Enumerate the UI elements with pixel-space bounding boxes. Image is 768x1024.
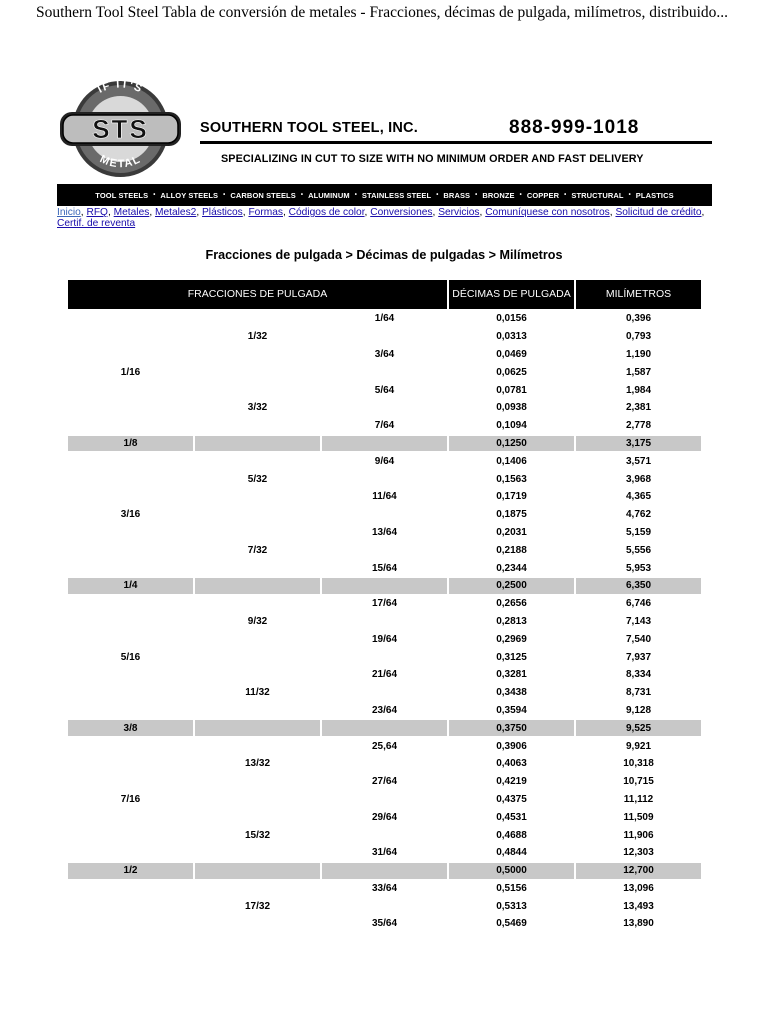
decimal-cell: 0,2031 [496,526,527,538]
table-row [68,649,701,665]
table-row [68,631,701,647]
fraction-64ths-cell [322,649,447,665]
fraction-32nds-cell [195,347,320,363]
fraction-16ths-cell: 1/2 [68,863,193,879]
fraction-64ths-cell: 5/64 [374,384,395,396]
category-link[interactable]: STAINLESS STEEL [361,190,432,200]
fraction-64ths-cell: 1/64 [374,313,395,325]
mm-cell: 7,937 [625,651,652,663]
decimal-cell: 0,0938 [496,402,527,414]
table-row [68,596,701,612]
fraction-32nds-cell [195,382,320,398]
mm-cell: 7,540 [625,633,652,645]
fraction-64ths-cell [322,329,447,345]
fraction-64ths-cell: 29/64 [371,811,398,823]
decimal-cell: 0,0313 [496,331,527,343]
category-separator: • [300,192,304,198]
mm-cell: 1,190 [625,348,652,360]
category-separator: • [354,192,357,198]
fraction-16ths-cell [68,347,193,363]
table-row [68,703,701,719]
category-link[interactable]: ALUMINUM [308,190,350,200]
fraction-32nds-cell [195,774,320,790]
table-row [68,382,701,398]
mm-cell: 9,525 [576,720,701,736]
fraction-64ths-cell [322,720,447,736]
mm-cell: 13,096 [623,882,654,894]
fraction-16ths-cell [68,881,193,897]
mm-cell: 7,143 [625,615,652,627]
fraction-64ths-cell [322,756,447,772]
category-separator: • [223,192,226,198]
decimal-cell: 0,3750 [449,720,574,736]
mm-cell: 5,953 [625,562,652,574]
decimal-cell: 0,3906 [496,740,527,752]
decimal-cell: 0,4219 [496,776,527,788]
table-header-row [68,280,701,309]
table-row [68,311,701,327]
fraction-16ths-cell [68,827,193,843]
mm-cell: 11,509 [623,811,654,823]
fraction-16ths-cell: 7/16 [120,793,141,805]
fraction-64ths-cell [322,578,447,594]
category-link[interactable]: COPPER [526,190,560,200]
mm-cell: 1,587 [625,366,652,378]
category-separator: • [564,192,567,198]
table-row [68,845,701,861]
mm-cell: 5,556 [625,544,652,556]
category-bar [57,184,712,206]
fraction-32nds-cell [195,418,320,434]
mm-cell: 13,890 [623,918,654,930]
fraction-16ths-cell [68,809,193,825]
mm-cell: 0,793 [625,331,652,343]
header-fractions: FRACCIONES DE PULGADA [68,280,447,309]
fraction-32nds-cell [195,845,320,861]
table-row [68,329,701,345]
fraction-64ths-cell: 31/64 [371,847,398,859]
fraction-32nds-cell [195,649,320,665]
table-row [68,916,701,932]
table-row [68,542,701,558]
fraction-64ths-cell [322,792,447,808]
table-row [68,418,701,434]
decimal-cell: 0,0469 [496,348,527,360]
category-link[interactable]: BRONZE [482,190,515,200]
decimal-cell: 0,1719 [496,491,527,503]
mm-cell: 10,318 [623,758,654,770]
mm-cell: 3,175 [576,436,701,452]
mm-cell: 8,731 [625,687,652,699]
fraction-16ths-cell [68,382,193,398]
decimal-cell: 0,2344 [496,562,527,574]
fraction-64ths-cell [322,614,447,630]
fraction-16ths-cell [68,703,193,719]
fraction-32nds-cell: 11/32 [245,687,270,699]
nav-link[interactable]: Metales [113,207,150,218]
fraction-32nds-cell [195,863,320,879]
decimal-cell: 0,1250 [449,436,574,452]
decimal-cell: 0,3281 [496,669,527,681]
nav-link[interactable]: Formas [248,207,283,218]
table-row [68,400,701,416]
table-row [68,507,701,523]
fraction-32nds-cell [195,364,320,380]
header-decimals: DÉCIMAS DE PULGADA [449,280,574,309]
mm-cell: 6,350 [576,578,701,594]
fraction-32nds-cell [195,631,320,647]
mm-cell: 13,493 [623,900,654,912]
fraction-16ths-cell: 3/16 [120,509,141,521]
decimal-cell: 0,0625 [496,366,527,378]
fraction-64ths-cell: 3/64 [374,348,395,360]
fraction-64ths-cell: 35/64 [371,918,398,930]
category-link[interactable]: CARBON STEELS [230,190,296,200]
table-row [68,560,701,576]
table-row [68,792,701,808]
table-row [68,525,701,541]
fraction-32nds-cell [195,667,320,683]
category-link[interactable]: BRASS [443,190,471,200]
fraction-32nds-cell [195,507,320,523]
category-separator: • [519,192,522,198]
table-row [68,898,701,914]
fraction-16ths-cell [68,614,193,630]
fraction-32nds-cell [195,738,320,754]
fraction-64ths-cell [322,436,447,452]
fraction-64ths-cell: 9/64 [374,455,395,467]
nav-link[interactable]: Comuníquese con nosotros [485,207,610,218]
decimal-cell: 0,5313 [496,900,527,912]
decimal-cell: 0,2188 [496,544,527,556]
decimal-cell: 0,2656 [496,598,527,610]
fraction-16ths-cell [68,542,193,558]
fraction-32nds-cell [195,525,320,541]
fraction-32nds-cell [195,560,320,576]
fraction-32nds-cell [195,792,320,808]
fraction-16ths-cell [68,685,193,701]
decimal-cell: 0,0156 [496,313,527,325]
fraction-16ths-cell [68,756,193,772]
decimal-cell: 0,1094 [496,420,527,432]
fraction-64ths-cell: 7/64 [374,420,395,432]
fraction-64ths-cell: 15/64 [371,562,398,574]
table-row [68,881,701,897]
category-separator: • [628,192,631,198]
fraction-32nds-cell: 1/32 [247,331,268,343]
table-row [68,774,701,790]
decimal-cell: 0,2500 [449,578,574,594]
fraction-16ths-cell [68,489,193,505]
header-millimeters: MILÍMETROS [576,280,701,309]
fraction-32nds-cell: 5/32 [247,473,268,485]
conversion-table [66,278,703,934]
mm-cell: 6,746 [625,598,652,610]
fraction-64ths-cell [322,471,447,487]
fraction-32nds-cell [195,578,320,594]
fraction-32nds-cell: 13/32 [244,758,271,770]
table-row [68,364,701,380]
fraction-32nds-cell [195,881,320,897]
decimal-cell: 0,1563 [496,473,527,485]
mm-cell: 8,334 [625,669,652,681]
mm-cell: 11,906 [623,829,654,841]
nav-link[interactable]: Solicitud de crédito [615,207,702,218]
decimal-cell: 0,4844 [496,847,527,859]
page-heading: Fracciones de pulgada > Décimas de pulgadas > Milímetros [205,248,563,262]
nav-link[interactable]: Inicio [57,207,81,218]
fraction-16ths-cell [68,418,193,434]
decimal-cell: 0,5000 [449,863,574,879]
category-link[interactable]: ALLOY STEELS [160,190,219,200]
fraction-16ths-cell [68,774,193,790]
phone-number: 888-999-1018 [509,117,640,138]
fraction-16ths-cell: 3/8 [68,720,193,736]
sts-logo [58,78,183,180]
decimal-cell: 0,4531 [496,811,527,823]
nav-link[interactable]: Conversiones [370,207,433,218]
table-row [68,489,701,505]
nav-link[interactable]: Códigos de color [288,207,365,218]
category-separator: • [436,192,439,198]
decimal-cell: 0,3125 [496,651,527,663]
table-row [68,436,701,452]
mm-cell: 11,112 [623,793,654,805]
document-title: Southern Tool Steel Tabla de conversión de metales - Fracciones, décimas de pulgada, milímetros, distribuido... [36,4,729,21]
category-separator: • [475,192,478,198]
mm-cell: 10,715 [623,776,654,788]
fraction-16ths-cell: 1/16 [120,366,141,378]
fraction-64ths-cell: 23/64 [371,704,398,716]
fraction-32nds-cell [195,596,320,612]
category-link[interactable]: STRUCTURAL [571,190,624,200]
table-row [68,738,701,754]
company-header [200,117,712,138]
logo-bottom-text: METAL [97,153,144,171]
decimal-cell: 0,2969 [496,633,527,645]
table-row [68,756,701,772]
table-row [68,453,701,469]
mm-cell: 1,984 [625,384,652,396]
mm-cell: 2,778 [625,420,652,432]
logo-main-text: STS [92,114,149,144]
fraction-16ths-cell [68,916,193,932]
table-row [68,863,701,879]
fraction-16ths-cell [68,525,193,541]
table-row [68,685,701,701]
table-row [68,809,701,825]
decimal-cell: 0,4375 [496,793,527,805]
table-row [68,347,701,363]
nav-link[interactable]: RFQ [86,207,108,218]
mm-cell: 9,921 [625,740,652,752]
mm-cell: 9,128 [625,704,652,716]
fraction-64ths-cell [322,898,447,914]
nav-link[interactable]: Servicios [438,207,480,218]
fraction-32nds-cell [195,916,320,932]
nav-link[interactable]: Metales2 [155,207,197,218]
fraction-32nds-cell: 9/32 [247,615,268,627]
fraction-64ths-cell [322,364,447,380]
table-row [68,720,701,736]
nav-link[interactable]: Plásticos [202,207,243,218]
nav-link[interactable]: Certif. de reventa [57,218,136,229]
table-row [68,614,701,630]
mm-cell: 3,571 [625,455,652,467]
fraction-16ths-cell [68,738,193,754]
mm-cell: 4,762 [625,509,652,521]
table-row [68,471,701,487]
logo-top-text: IF IT'S [95,78,145,96]
mm-cell: 12,303 [623,847,654,859]
fraction-16ths-cell [68,845,193,861]
fraction-16ths-cell: 5/16 [120,651,141,663]
decimal-cell: 0,2813 [496,615,527,627]
fraction-32nds-cell [195,311,320,327]
table-row [68,827,701,843]
mm-cell: 2,381 [625,402,652,414]
fraction-16ths-cell [68,596,193,612]
category-separator: • [153,192,156,198]
company-name: SOUTHERN TOOL STEEL, INC. [200,120,418,136]
table-row [68,667,701,683]
fraction-32nds-cell [195,489,320,505]
header-rule [200,141,712,144]
decimal-cell: 0,5156 [496,882,527,894]
mm-cell: 0,396 [625,313,652,325]
decimal-cell: 0,4688 [496,829,527,841]
fraction-32nds-cell: 15/32 [244,829,271,841]
decimal-cell: 0,1875 [496,509,527,521]
fraction-16ths-cell: 1/8 [68,436,193,452]
fraction-16ths-cell [68,311,193,327]
fraction-64ths-cell [322,863,447,879]
fraction-32nds-cell [195,436,320,452]
fraction-32nds-cell: 7/32 [247,544,268,556]
category-link[interactable]: PLASTICS [635,190,674,200]
decimal-cell: 0,0781 [496,384,527,396]
fraction-16ths-cell: 1/4 [68,578,193,594]
fraction-64ths-cell: 11/64 [372,491,397,503]
decimal-cell: 0,3438 [496,687,527,699]
fraction-32nds-cell [195,720,320,736]
mm-cell: 12,700 [576,863,701,879]
fraction-16ths-cell [68,453,193,469]
fraction-16ths-cell [68,898,193,914]
fraction-64ths-cell [322,685,447,701]
fraction-64ths-cell: 27/64 [371,776,398,788]
fraction-64ths-cell: 19/64 [371,633,398,645]
mm-cell: 3,968 [625,473,652,485]
fraction-64ths-cell: 25,64 [371,740,398,752]
tagline: SPECIALIZING IN CUT TO SIZE WITH NO MINIMUM ORDER AND FAST DELIVERY [221,153,644,165]
fraction-16ths-cell [68,667,193,683]
fraction-64ths-cell: 13/64 [371,526,398,538]
fraction-64ths-cell: 21/64 [371,669,398,681]
fraction-32nds-cell [195,703,320,719]
fraction-64ths-cell [322,400,447,416]
fraction-32nds-cell [195,453,320,469]
fraction-16ths-cell [68,400,193,416]
decimal-cell: 0,1406 [496,455,527,467]
mm-cell: 5,159 [625,526,652,538]
fraction-64ths-cell [322,507,447,523]
mm-cell: 4,365 [625,491,652,503]
decimal-cell: 0,4063 [496,758,527,770]
decimal-cell: 0,5469 [496,918,527,930]
fraction-32nds-cell: 3/32 [247,402,268,414]
fraction-16ths-cell [68,329,193,345]
fraction-16ths-cell [68,560,193,576]
fraction-16ths-cell [68,471,193,487]
table-row [68,578,701,594]
fraction-16ths-cell [68,631,193,647]
fraction-64ths-cell: 33/64 [371,882,398,894]
fraction-32nds-cell: 17/32 [244,900,271,912]
decimal-cell: 0,3594 [496,704,527,716]
nav-links: Inicio, RFQ, Metales, Metales2, Plásticos, Formas, Códigos de color, Conversiones, Servicios, Comuníquese con nosotros, Solicitud de crédito, Certif. de reventa [57,207,705,229]
category-link[interactable]: TOOL STEELS [95,190,149,200]
fraction-64ths-cell [322,827,447,843]
fraction-64ths-cell: 17/64 [371,598,398,610]
fraction-32nds-cell [195,809,320,825]
fraction-64ths-cell [322,542,447,558]
